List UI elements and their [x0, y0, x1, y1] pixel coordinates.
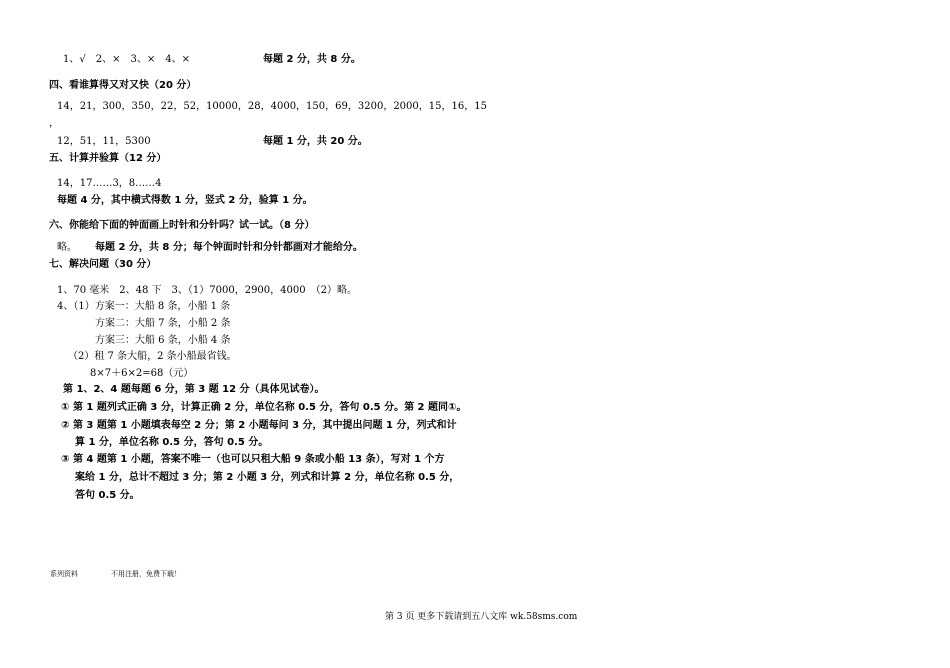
section7-heading: 七、解决问题（30 分） — [49, 259, 157, 270]
section4-line1: 14，21，300，350，22，52，10000，28，4000，150，69，3200，2000，15，16，15 — [57, 101, 487, 112]
section6-heading: 六、你能给下面的钟面画上时针和分针吗？试一试。（8 分） — [49, 220, 315, 231]
section4-line2: 12，51，11，5300 — [57, 136, 151, 147]
footer-free: 不用注册，免费下载！ — [111, 570, 181, 578]
section7-rule3a: ③ 第 4 题第 1 小题，答案不唯一（也可以只租大船 9 条或小船 13 条），写对 1 个方 — [61, 454, 445, 465]
section7-rule3b: 案给 1 分，总计不超过 3 分；第 2 小题 3 分，列式和计算 2 分，单位名称 0.5 分， — [75, 472, 460, 483]
section4-heading: 四、看谁算得又对又快（20 分） — [49, 80, 197, 91]
footer-page: 第 3 页 更多下载请到五八文库 wk.58sms.com — [385, 612, 578, 622]
footer-series: 系列资料 — [50, 570, 78, 578]
section7-rule3c: 答句 0.5 分。 — [75, 490, 140, 501]
section7-line1: 1、70 毫米 2、48 下 3、（1）7000，2900，4000 （2）略。 — [57, 285, 357, 296]
section7-plan3: 方案三：大船 6 条，小船 4 条 — [95, 335, 231, 346]
section7-formula: 8×7＋6×2=68（元） — [90, 368, 194, 379]
section5-heading: 五、计算并验算（12 分） — [49, 153, 167, 164]
section3-answers: 1、√ 2、× 3、× 4、× — [63, 54, 190, 65]
section7-score-line: 第 1、2、4 题每题 6 分，第 3 题 12 分（具体见试卷）。 — [63, 384, 325, 395]
section7-rule2b: 算 1 分，单位名称 0.5 分，答句 0.5 分。 — [75, 437, 269, 448]
section7-rule2a: ② 第 3 题第 1 小题填表每空 2 分；第 2 小题每问 3 分，其中提出问题 1 分，列式和计 — [61, 420, 457, 431]
section7-line2: 4、（1）方案一：大船 8 条，小船 1 条 — [57, 301, 231, 312]
section4-score: 每题 1 分，共 20 分。 — [263, 136, 368, 147]
section6-answer: 略。 — [57, 242, 77, 253]
section7-rule1: ① 第 1 题列式正确 3 分，计算正确 2 分，单位名称 0.5 分，答句 0.5 分。第 2 题同①。 — [61, 402, 467, 413]
section5-answers: 14，17……3，8……4 — [57, 178, 162, 189]
section6-score: 每题 2 分，共 8 分；每个钟面时针和分针都画对才能给分。 — [95, 242, 363, 253]
section3-score: 每题 2 分，共 8 分。 — [263, 54, 361, 65]
section4-line1-cont: ， — [49, 118, 59, 129]
section7-plan2: 方案二：大船 7 条，小船 2 条 — [95, 318, 231, 329]
section7-line3: （2）租 7 条大船，2 条小船最省钱。 — [68, 351, 237, 362]
section5-score: 每题 4 分，其中横式得数 1 分，竖式 2 分，验算 1 分。 — [57, 195, 313, 206]
